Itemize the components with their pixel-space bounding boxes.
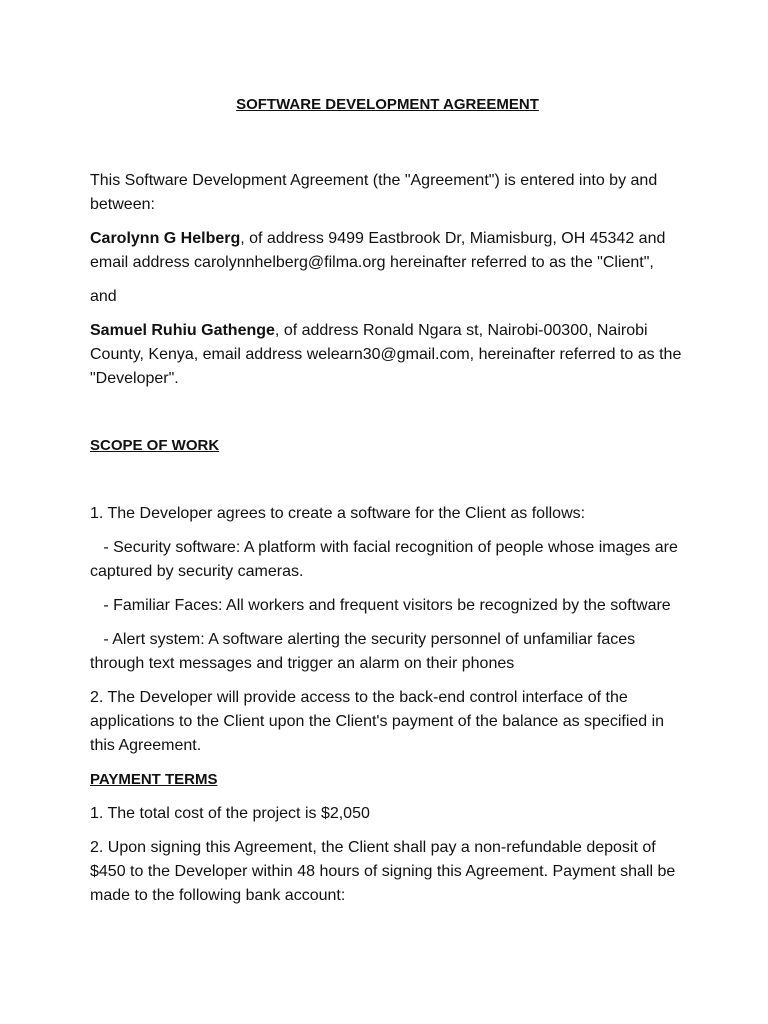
scope-item-1: 1. The Developer agrees to create a software for the Client as follows: xyxy=(90,505,586,522)
developer-details: , of address Ronald Ngara st, Nairobi-00300, Nairobi County, Kenya, email address welearn30@gmail.com, hereinafter referred to as the "Developer". xyxy=(90,322,682,387)
developer-paragraph xyxy=(90,319,685,391)
client-paragraph xyxy=(90,227,685,275)
payment-item-1: 1. The total cost of the project is $2,050 xyxy=(90,805,370,822)
document-page xyxy=(90,95,685,918)
document-title: SOFTWARE DEVELOPMENT AGREEMENT xyxy=(236,96,539,113)
scope-bullet-security: - Security software: A platform with facial recognition of people whose images are captured by security cameras. xyxy=(90,539,683,580)
intro-paragraph: This Software Development Agreement (the "Agreement") is entered into by and between: xyxy=(90,172,658,213)
payment-item-2: 2. Upon signing this Agreement, the Client shall pay a non-refundable deposit of $450 to the Developer within 48 hours of signing this Agreement. Payment shall be made to the following bank account: xyxy=(90,839,676,904)
and-paragraph: and xyxy=(90,288,117,305)
scope-bullet-familiar-faces: - Familiar Faces: All workers and frequent visitors be recognized by the software xyxy=(90,597,671,614)
client-details: , of address 9499 Eastbrook Dr, Miamisburg, OH 45342 and email address carolynnhelberg@filma.org hereinafter referred to as the "Client", xyxy=(90,230,666,271)
scope-item-2: 2. The Developer will provide access to the back-end control interface of the applications to the Client upon the Client's payment of the balance as specified in this Agreement. xyxy=(90,689,665,754)
scope-heading: SCOPE OF WORK xyxy=(90,437,220,454)
payment-heading: PAYMENT TERMS xyxy=(90,771,218,788)
developer-name: Samuel Ruhiu Gathenge xyxy=(90,322,275,339)
scope-bullet-alert-system: - Alert system: A software alerting the security personnel of unfamiliar faces through text messages and trigger an alarm on their phones xyxy=(90,631,640,672)
client-name: Carolynn G Helberg xyxy=(90,230,241,247)
